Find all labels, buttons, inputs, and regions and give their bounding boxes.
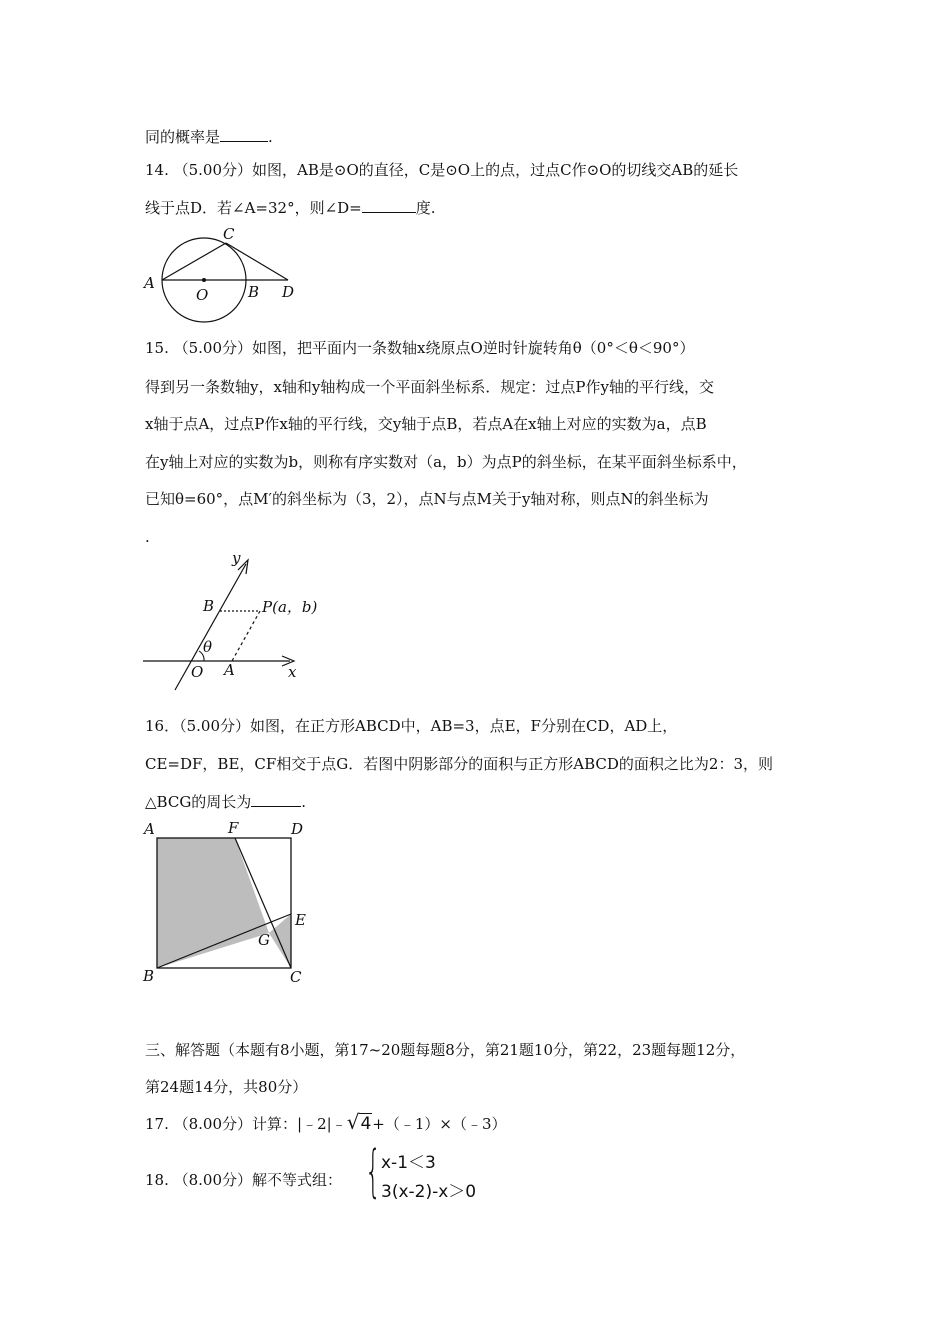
q14-line-1: 14. （5.00分）如图，AB是⊙O的直径，C是⊙O上的点，过点C作⊙O的切线交AB的延长 [145, 161, 739, 179]
label-o: O [191, 663, 204, 681]
inequality-2: 3(x-2)-x＞0 [381, 1182, 477, 1202]
q14-circle-figure [140, 225, 300, 330]
q15-line-6: . [145, 528, 150, 546]
label-a: A [144, 820, 155, 838]
inequality-system [365, 1139, 505, 1206]
shaded-region-abgf [157, 838, 269, 968]
label-c: C [223, 225, 235, 243]
sqrt-icon: √ [346, 1110, 360, 1134]
label-d: D [291, 820, 304, 838]
label-c: C [290, 968, 302, 986]
q17-line [145, 1112, 507, 1134]
q16-square-figure [140, 818, 320, 988]
q15-line-5: 已知θ=60°，点M′的斜坐标为（3，2），点N与点M关于y轴对称，则点N的斜坐标为 [145, 490, 709, 508]
label-d: D [282, 283, 295, 301]
q13-tail-line [145, 127, 273, 147]
label-a: A [144, 274, 155, 292]
left-brace-icon: { [365, 1139, 382, 1204]
label-theta: θ [203, 638, 213, 656]
label-y: y [232, 549, 241, 567]
q14-line-2-post: 度. [415, 199, 436, 217]
q15-line-4: 在y轴上对应的实数为b，则称有序实数对（a，b）为点P的斜坐标，在某平面斜坐标系中， [145, 453, 747, 471]
label-e: E [295, 911, 306, 929]
section3-line-2: 第24题14分，共80分） [145, 1078, 308, 1096]
q14-line-2 [145, 198, 436, 218]
q14-line-2-pre: 线于点D．若∠A=32°，则∠D= [145, 199, 362, 217]
label-b: B [203, 597, 215, 615]
answer-blank [362, 198, 416, 213]
q16-line-1: 16．（5.00分）如图，在正方形ABCD中，AB=3，点E，F分别在CD，AD上， [145, 717, 678, 735]
answer-blank [220, 127, 268, 142]
inequality-1: x-1＜3 [381, 1153, 436, 1173]
dashed-pa [232, 611, 260, 661]
label-g: G [258, 931, 270, 949]
label-a: A [224, 661, 235, 679]
q13-tail-end: . [268, 128, 273, 146]
label-b: B [143, 967, 155, 985]
center-point [202, 278, 206, 282]
answer-blank [251, 792, 301, 807]
chord-ac [162, 243, 226, 280]
label-p: P(a，b) [262, 598, 318, 616]
q15-line-1: 15. （5.00分）如图，把平面内一条数轴x绕原点O逆时针旋转角θ（0°＜θ＜90°） [145, 339, 695, 357]
sqrt-expression [347, 1112, 373, 1134]
label-b: B [248, 283, 260, 301]
q15-line-3: x轴于点A，过点P作x轴的平行线，交y轴于点B，若点A在x轴上对应的实数为a，点B [145, 415, 707, 433]
q16-line-3-pre: △BCG的周长为 [145, 793, 252, 811]
q17-post: +（﹣1）×（﹣3） [372, 1115, 507, 1133]
q16-line-2: CE=DF，BE，CF相交于点G．若图中阴影部分的面积与正方形ABCD的面积之比为2：3，则 [145, 755, 773, 773]
label-o: O [196, 286, 209, 304]
q15-line-2: 得到另一条数轴y，x轴和y轴构成一个平面斜坐标系．规定：过点P作y轴的平行线，交 [145, 378, 714, 396]
section3-line-1: 三、解答题（本题有8小题，第17~20题每题8分，第21题10分，第22，23题每题12分， [145, 1041, 746, 1059]
y-axis [175, 564, 246, 690]
q13-tail-text: 同的概率是 [145, 128, 221, 146]
label-x: x [288, 663, 297, 681]
q16-line-3 [145, 792, 306, 812]
q18-line: 18. （8.00分）解不等式组： [145, 1171, 343, 1189]
sqrt-argument: 4 [360, 1114, 372, 1134]
label-f: F [228, 819, 239, 837]
q17-pre: 17. （8.00分）计算：|﹣2|﹣ [145, 1115, 347, 1133]
q15-oblique-axes-figure [140, 548, 340, 693]
tangent-cd [226, 243, 288, 280]
q16-line-3-post: . [301, 793, 307, 811]
